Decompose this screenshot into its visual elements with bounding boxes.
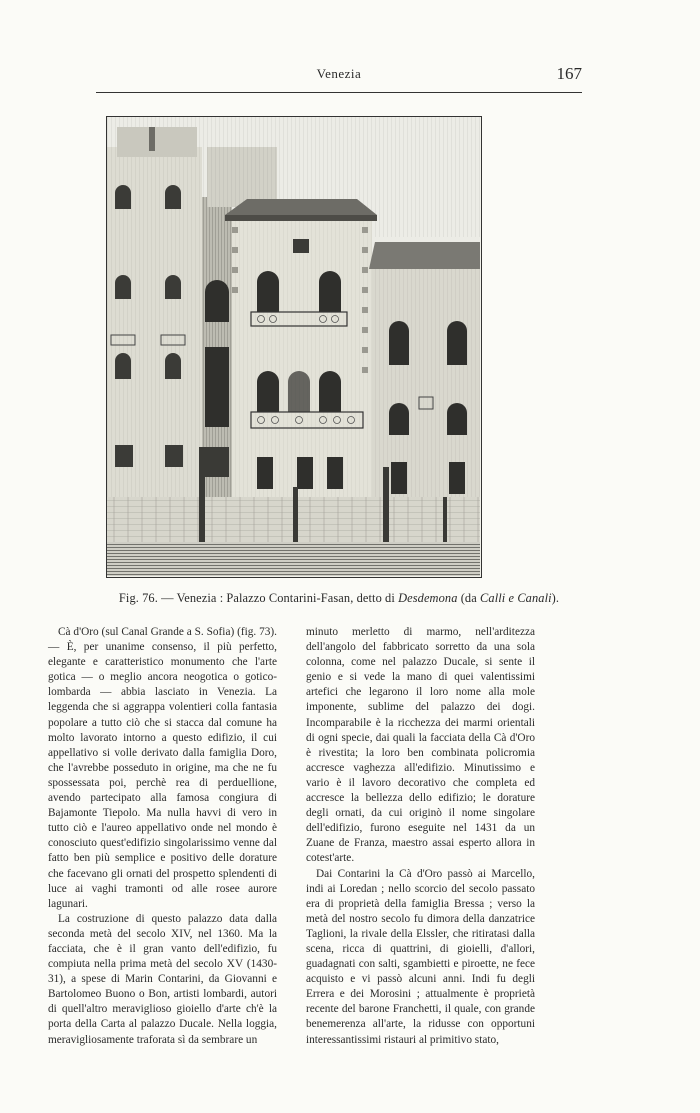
figure-caption [96,591,582,606]
header-rule [96,92,582,93]
text-column-left [48,625,277,1048]
paragraph: La costruzione di questo palazzo data dalla seconda metà del secolo XIV, nel 1360. Ma la facciata, che è il gran vanto dell'edifizio, fu compiuta nella prima metà del secolo XV (1430-31), a spese di Marin Contarini, da Giovanni e Bartolomeo Buono o Bon, artisti lombardi, autori di quell'altro meraviglioso gioiello d'arte ch'è la porta della Carta al palazzo Ducale. Nella loggia, meravigliosamente traforata sì da sembrare un [48,912,277,1046]
figure-engraving-palazzo [106,116,482,578]
paragraph: minuto merletto di marmo, nell'arditezza dell'angolo del fabbricato sorretto da una sola colonna, come nel palazzo Ducale, si sente il genio e si vede la mano di quei valentissimi artefici che legarono il loro nome alla mole imponente, sublime del palazzo dei dogi. Incomparabile è la ricchezza dei marmi orientali di ogni specie, dai quali la facciata della Cà d'Oro è rivestita; la loro ben combinata policromia accresce vaghezza all'edifizio. Minutissimo e vario è il lavoro decorativo che completa ed accresce la bellezza dello edifizio; le dorature degli ornati, da cui originò il nome singolare dell'edifizio, furono eseguite nel 1431 da un Zuane de Franza, maestro assai esperto allora in cotest'arte. [306,626,535,865]
text-column-right [306,625,535,1048]
caption-prefix: Fig. 76. — Venezia : Palazzo Contarini-Fasan, detto di [118,591,399,605]
paragraph: Dai Contarini la Cà d'Oro passò ai Marcello, indi ai Loredan ; nello scorcio del secolo passato era di proprietà della famiglia Bressa ; verso la metà del nostro secolo fu dimora della danzatrice Taglioni, la rivale della Elssler, che ritiratasi dalla scena, ricca di quattrini, di gioielli, d'allori, guadagnati con salti, sgambietti e piroette, ne fece acquisto e vi passò alcuni anni. Indi fu degli Errera e dei Morosini ; attualmente è proprietà recente del barone Franchetti, il quale, con grande benemerenza all'arte, la ridusse con opportuni interessantissimi ristauri al primitivo stato, [306,867,535,1046]
paragraph: Cà d'Oro (sul Canal Grande a S. Sofia) (fig. 73). — È, per unanime consenso, il più perfetto, elegante e caratteristico monumento che l'arte gotica — o meglio ancora neogotica o gotico-lombarda — abbia lasciato in Venezia. La leggenda che si aggrappa volentieri colla fantasia popolare a tutto ciò che si stacca dal comune ha molto lavorato intorno a questo edifizio, il cui appellativo si volle derivato dalla famiglia Doro, che l'avrebbe posseduto in origine, ma che ne fu spossessata poi, perchè rea di perduellione, avendo partecipato alla famosa congiura di Bajamonte Tiepolo. Ma nulla havvi di vero in tutto ciò e l'aureo appellativo onde nel mondo è conosciuto quest'edifizio singolarissimo venne dal fatto ben più semplice e positivo delle dorature che facevano gli ornati del prospetto splendenti di luce ai vaghi tramonti od alle rosee aurore lagunari. [48,626,277,910]
running-title: Venezia [316,66,362,81]
caption-source-italic: Calli e Canali [480,591,552,605]
page-number: 167 [556,64,582,83]
caption-title-italic: Desdemona [398,591,458,605]
running-head [96,64,582,86]
caption-suffix: ). [551,591,560,605]
caption-mid: (da [457,591,481,605]
